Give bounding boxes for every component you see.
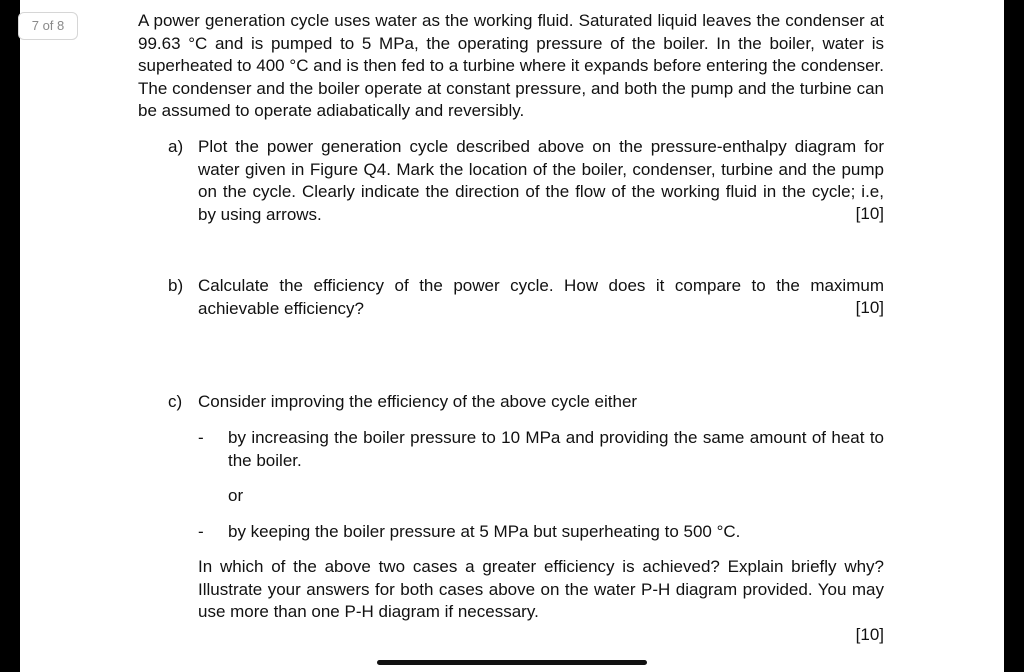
option-1-dash: - [198, 428, 204, 447]
part-c-text: Consider improving the efficiency of the above cycle either [198, 392, 638, 411]
part-c-label: c) [168, 392, 183, 411]
part-a-text: Plot the power generation cycle described above on the pressure-enthalpy diagram for water given in Figure Q4. Mark the location of the boiler, condenser, turbine and the pump on the cycle. Clearly indicate the direction of the flow of the working fluid in the cycle; i.e, by using arrows. [198, 137, 884, 224]
part-a-label: a) [168, 137, 184, 156]
part-b-text: Calculate the efficiency of the power cycle. How does it compare to the maximum achievable efficiency? [198, 276, 884, 318]
home-indicator-bar[interactable] [377, 660, 647, 665]
part-c-followup: In which of the above two cases a greater efficiency is achieved? Explain briefly why? Illustrate your answers for both cases above on the water P-H diagram provided. You may use more than one P-H diagram if necessary. [198, 557, 884, 621]
option-2-dash: - [198, 522, 204, 541]
or-text: or [228, 486, 244, 505]
part-a-marks: [10] [855, 204, 884, 223]
part-c-marks: [10] [855, 625, 884, 644]
part-b-marks: [10] [855, 298, 884, 317]
question-intro: A power generation cycle uses water as the working fluid. Saturated liquid leaves the condenser at 99.63 °C and is pumped to 5 MPa, the operating pressure of the boiler. In the boiler, water is superheated to 400 °C and is then fed to a turbine where it expands before entering the condenser. The condenser and the boiler operate at constant pressure, and both the pump and the turbine can be assumed to operate adiabatically and reversibly. [138, 11, 884, 120]
option-1-text: by increasing the boiler pressure to 10 MPa and providing the same amount of heat to the boiler. [228, 428, 884, 470]
part-b-label: b) [168, 276, 184, 295]
page-indicator: 7 of 8 [18, 12, 78, 40]
option-2-text: by keeping the boiler pressure at 5 MPa but superheating to 500 °C. [228, 522, 741, 541]
